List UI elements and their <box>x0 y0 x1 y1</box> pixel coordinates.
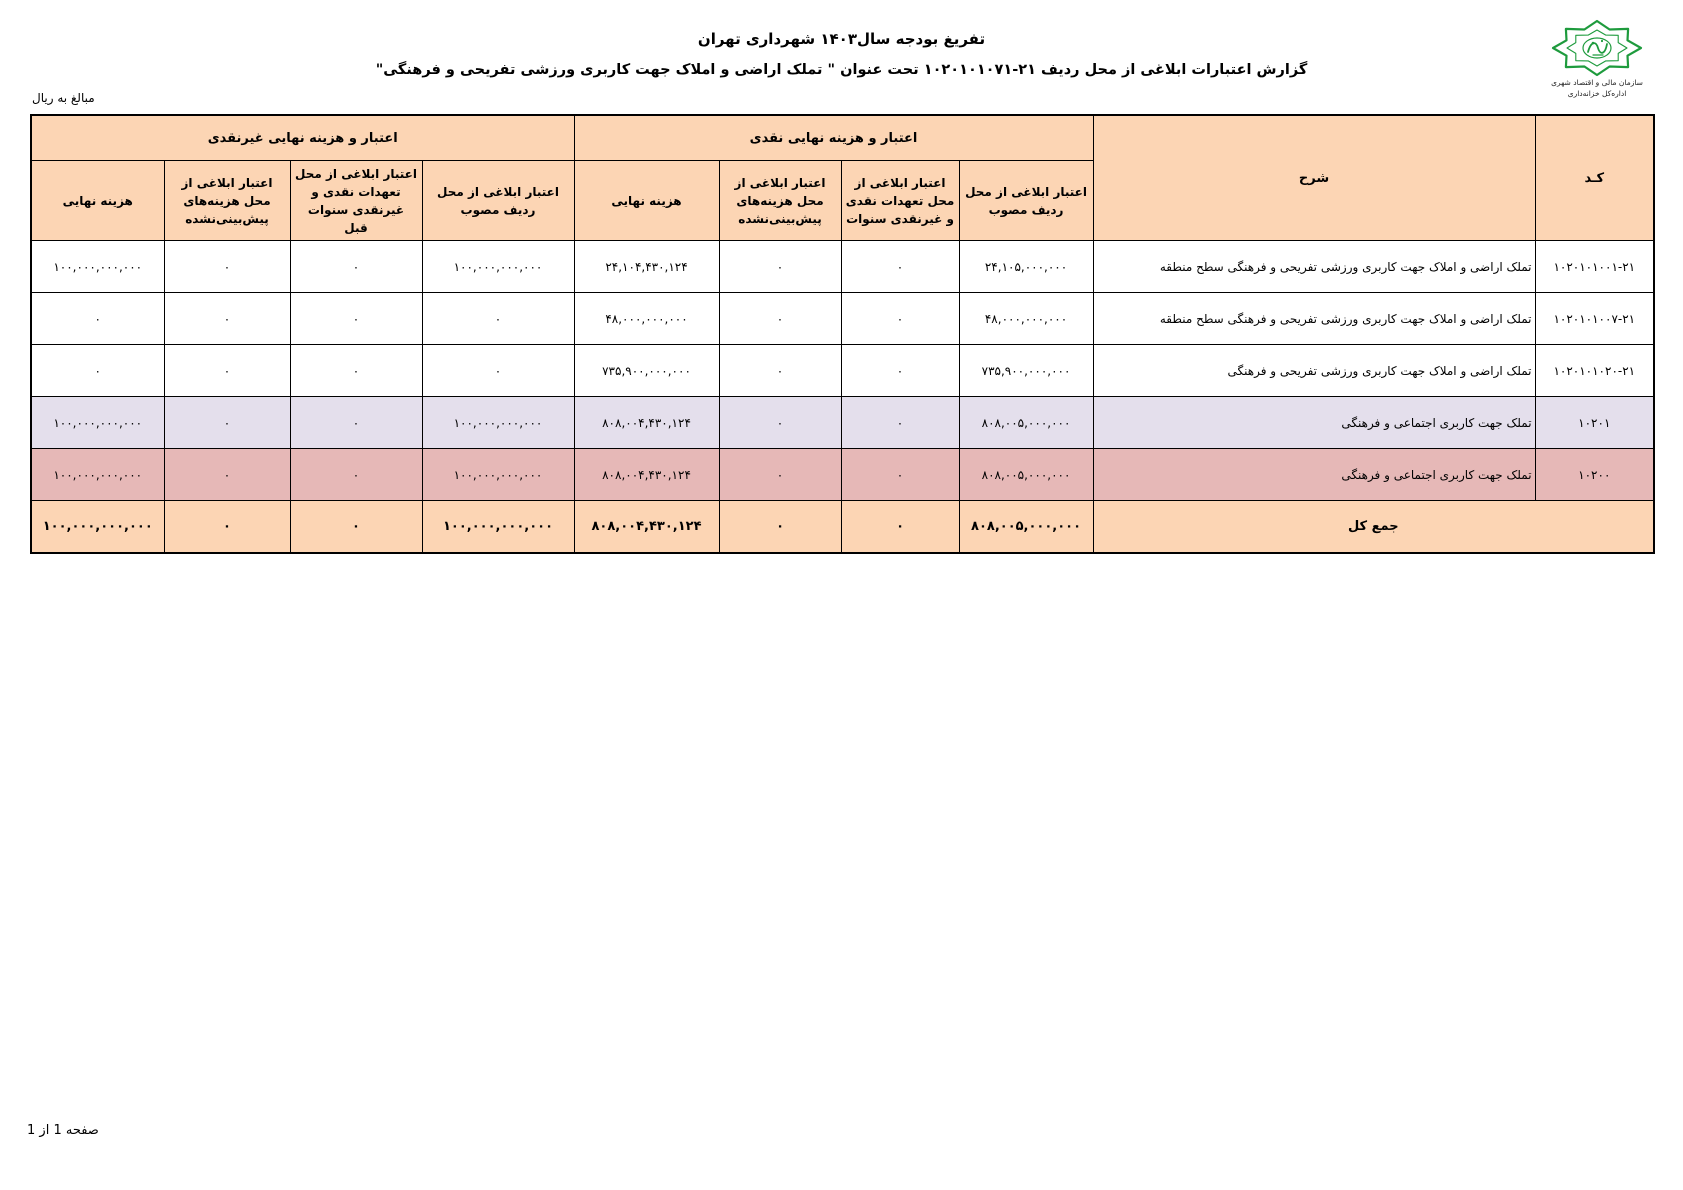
cell-description: تملک اراضی و املاک جهت کاربری ورزشی تفریحی و فرهنگی سطح منطقه <box>1093 241 1535 293</box>
logo-org-line-2: اداره‌کل خزانه‌داری <box>1567 89 1627 98</box>
cell-cash-final-expense: ۷۳۵,۹۰۰,۰۰۰,۰۰۰ <box>574 345 719 397</box>
grand-total-row <box>31 501 1654 554</box>
cell-cash-approved: ۴۸,۰۰۰,۰۰۰,۰۰۰ <box>959 293 1093 345</box>
cell-noncash-unforeseen: ۰ <box>164 449 290 501</box>
cell-noncash-approved: ۱۰۰,۰۰۰,۰۰۰,۰۰۰ <box>422 449 574 501</box>
total-noncash-unforeseen: ۰ <box>164 501 290 554</box>
cell-noncash-unforeseen: ۰ <box>164 241 290 293</box>
cell-cash-approved: ۸۰۸,۰۰۵,۰۰۰,۰۰۰ <box>959 397 1093 449</box>
cell-cash-final-expense: ۲۴,۱۰۴,۴۳۰,۱۲۴ <box>574 241 719 293</box>
header-noncash-final-expense: هزینه نهایی <box>31 161 164 241</box>
tehran-municipality-logo-icon <box>1549 19 1645 77</box>
cell-noncash-approved: ۱۰۰,۰۰۰,۰۰۰,۰۰۰ <box>422 241 574 293</box>
cell-cash-prior-commitments: ۰ <box>841 345 959 397</box>
grand-total-label: جمع کل <box>1093 501 1654 554</box>
header-cash-prior-commitments: اعتبار ابلاغی از محل تعهدات نقدی و غیرنقدی سنوات <box>841 161 959 241</box>
cell-description: تملک جهت کاربری اجتماعی و فرهنگی <box>1093 449 1535 501</box>
total-cash-prior-commitments: ۰ <box>841 501 959 554</box>
cell-description: تملک جهت کاربری اجتماعی و فرهنگی <box>1093 397 1535 449</box>
cell-noncash-final-expense: ۱۰۰,۰۰۰,۰۰۰,۰۰۰ <box>31 397 164 449</box>
table-row-group-total <box>31 449 1654 501</box>
header-noncash-prior-commitments: اعتبار ابلاغی از محل تعهدات نقدی و غیرنقدی سنوات قبل <box>290 161 422 241</box>
cell-description: تملک اراضی و املاک جهت کاربری ورزشی تفریحی و فرهنگی <box>1093 345 1535 397</box>
cell-code <box>1535 293 1654 345</box>
cell-cash-approved: ۸۰۸,۰۰۵,۰۰۰,۰۰۰ <box>959 449 1093 501</box>
header-code: کـد <box>1535 115 1654 241</box>
currency-note: مبالغ به ریال <box>32 91 95 105</box>
total-cash-approved: ۸۰۸,۰۰۵,۰۰۰,۰۰۰ <box>959 501 1093 554</box>
cell-noncash-prior-commitments: ۰ <box>290 397 422 449</box>
header-cash-final-expense: هزینه نهایی <box>574 161 719 241</box>
cell-cash-approved: ۲۴,۱۰۵,۰۰۰,۰۰۰ <box>959 241 1093 293</box>
cell-noncash-unforeseen: ۰ <box>164 397 290 449</box>
cell-cash-unforeseen: ۰ <box>719 241 841 293</box>
header-noncash-approved: اعتبار ابلاغی از محل ردیف مصوب <box>422 161 574 241</box>
cell-noncash-unforeseen: ۰ <box>164 293 290 345</box>
header-noncash-unforeseen: اعتبار ابلاغی از محل هزینه‌های پیش‌بینی‌نشده <box>164 161 290 241</box>
logo-org-line-1: سازمان مالی و اقتصاد شهری <box>1551 78 1643 87</box>
cell-noncash-final-expense: ۱۰۰,۰۰۰,۰۰۰,۰۰۰ <box>31 241 164 293</box>
cell-cash-unforeseen: ۰ <box>719 449 841 501</box>
table-row <box>31 345 1654 397</box>
code-text: ۲۱-۱۰۲۰۱۰۱۰۰۱ <box>1553 259 1636 274</box>
header-cash-unforeseen: اعتبار ابلاغی از محل هزینه‌های پیش‌بینی‌نشده <box>719 161 841 241</box>
cell-noncash-final-expense: ۰ <box>31 293 164 345</box>
header-cash-approved: اعتبار ابلاغی از محل ردیف مصوب <box>959 161 1093 241</box>
code-text: ۱۰۲۰۱ <box>1578 415 1611 430</box>
cell-code <box>1535 397 1654 449</box>
table-row <box>31 241 1654 293</box>
cell-noncash-final-expense: ۱۰۰,۰۰۰,۰۰۰,۰۰۰ <box>31 449 164 501</box>
header-group-cash: اعتبار و هزینه نهایی نقدی <box>574 115 1093 161</box>
cell-noncash-final-expense: ۰ <box>31 345 164 397</box>
report-title: تفریغ بودجه سال۱۴۰۳ شهرداری تهران <box>697 30 986 48</box>
cell-cash-unforeseen: ۰ <box>719 345 841 397</box>
cell-noncash-prior-commitments: ۰ <box>290 449 422 501</box>
code-text: ۲۱-۱۰۲۰۱۰۱۰۰۷ <box>1553 311 1636 326</box>
header-group-noncash: اعتبار و هزینه نهایی غیرنقدی <box>31 115 574 161</box>
cell-cash-prior-commitments: ۰ <box>841 293 959 345</box>
cell-cash-final-expense: ۴۸,۰۰۰,۰۰۰,۰۰۰ <box>574 293 719 345</box>
organization-logo <box>1537 19 1657 99</box>
cell-cash-prior-commitments: ۰ <box>841 449 959 501</box>
table-row-subtotal <box>31 397 1654 449</box>
total-noncash-approved: ۱۰۰,۰۰۰,۰۰۰,۰۰۰ <box>422 501 574 554</box>
cell-noncash-approved: ۰ <box>422 345 574 397</box>
budget-table <box>30 114 1655 554</box>
cell-cash-final-expense: ۸۰۸,۰۰۴,۴۳۰,۱۲۴ <box>574 397 719 449</box>
code-text: ۱۰۲۰۰ <box>1578 467 1611 482</box>
cell-noncash-approved: ۰ <box>422 293 574 345</box>
cell-code <box>1535 345 1654 397</box>
cell-noncash-prior-commitments: ۰ <box>290 293 422 345</box>
cell-cash-prior-commitments: ۰ <box>841 397 959 449</box>
cell-cash-approved: ۷۳۵,۹۰۰,۰۰۰,۰۰۰ <box>959 345 1093 397</box>
cell-code <box>1535 241 1654 293</box>
total-cash-unforeseen: ۰ <box>719 501 841 554</box>
cell-description: تملک اراضی و املاک جهت کاربری ورزشی تفریحی و فرهنگی سطح منطقه <box>1093 293 1535 345</box>
cell-cash-final-expense: ۸۰۸,۰۰۴,۴۳۰,۱۲۴ <box>574 449 719 501</box>
cell-noncash-prior-commitments: ۰ <box>290 345 422 397</box>
header-description: شرح <box>1093 115 1535 241</box>
cell-cash-unforeseen: ۰ <box>719 397 841 449</box>
cell-noncash-approved: ۱۰۰,۰۰۰,۰۰۰,۰۰۰ <box>422 397 574 449</box>
cell-cash-unforeseen: ۰ <box>719 293 841 345</box>
cell-code <box>1535 449 1654 501</box>
cell-noncash-prior-commitments: ۰ <box>290 241 422 293</box>
cell-noncash-unforeseen: ۰ <box>164 345 290 397</box>
total-cash-final-expense: ۸۰۸,۰۰۴,۴۳۰,۱۲۴ <box>574 501 719 554</box>
code-text: ۲۱-۱۰۲۰۱۰۱۰۲۰ <box>1553 363 1636 378</box>
header-row-groups <box>31 115 1654 161</box>
total-noncash-final-expense: ۱۰۰,۰۰۰,۰۰۰,۰۰۰ <box>31 501 164 554</box>
total-noncash-prior-commitments: ۰ <box>290 501 422 554</box>
cell-cash-prior-commitments: ۰ <box>841 241 959 293</box>
table-row <box>31 293 1654 345</box>
report-subtitle: گزارش اعتبارات ابلاغی از محل ردیف ۲۱-۱۰۲۰۱۰۱۰۷۱ تحت عنوان " تملک اراضی و املاک جهت کاربری ورزشی تفریحی و فرهنگی" <box>375 62 1308 78</box>
page-number: صفحه 1 از 1 <box>27 1123 99 1138</box>
